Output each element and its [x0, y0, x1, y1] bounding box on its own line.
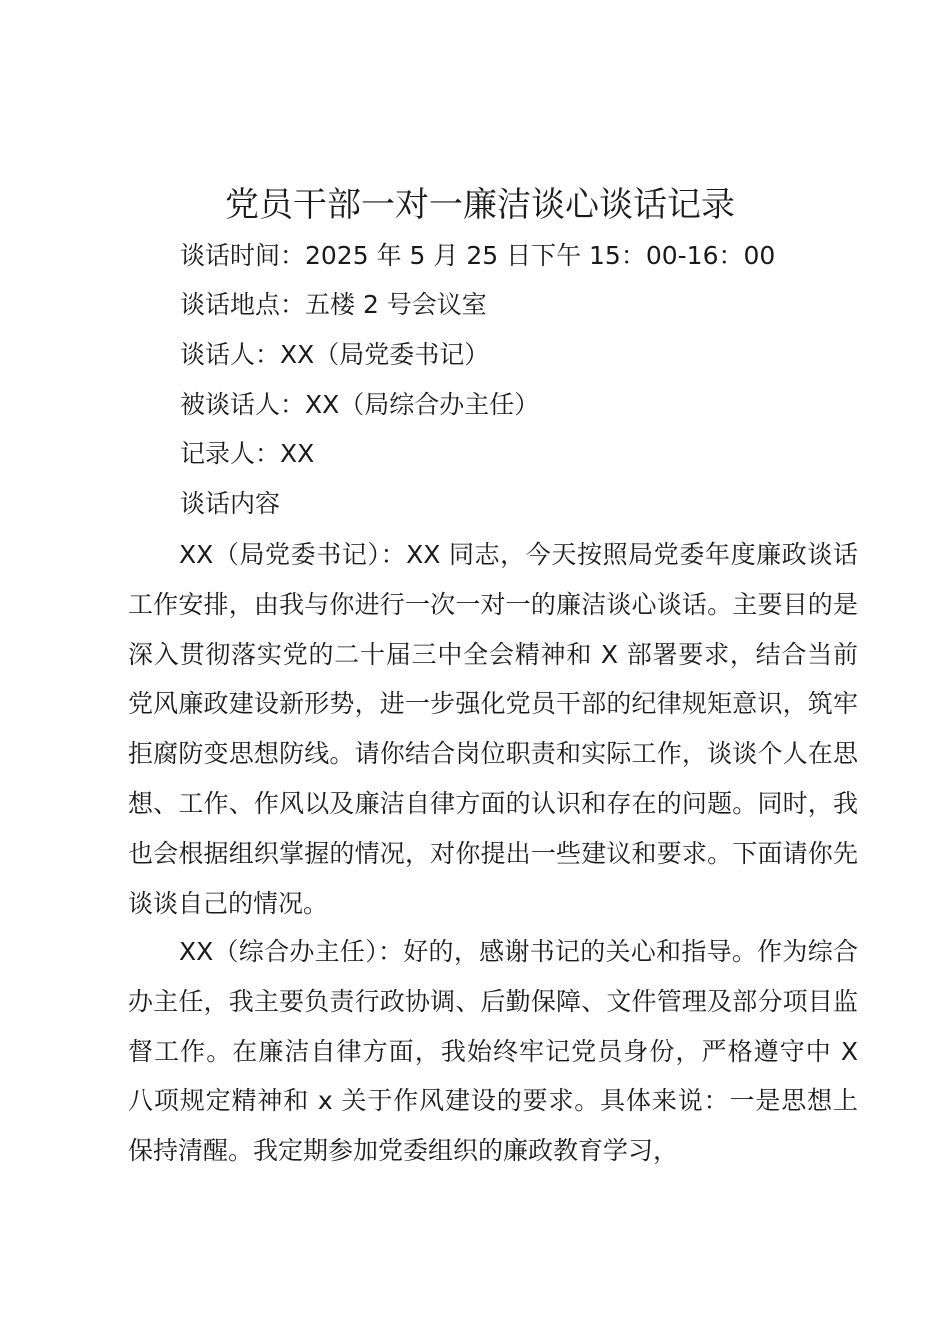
recorder: 记录人：XX: [180, 439, 315, 468]
interviewee: 被谈话人：XX（局综合办主任）: [180, 390, 540, 419]
meeting-place: 谈话地点：五楼 2 号会议室: [180, 290, 487, 319]
document-title: 党员干部一对一廉洁谈心谈话记录: [225, 185, 735, 225]
meeting-time: 谈话时间：2025 年 5 月 25 日下午 15：00-16：00: [180, 241, 776, 270]
paragraph-secretary: XX（局党委书记）：XX 同志，今天按照局党委年度廉政谈话工作安排，由我与你进行一次一对一的廉洁谈心谈话。主要目的是深入贯彻落实党的二十届三中全会精神和 X 部署要求，结合当前党风廉政建设新形势，进一步强化党员干部的纪律规矩意识，筑牢拒腐防变思想防线。请你结合岗位职责和实际工作，谈谈个人在思想、工作、作风以及廉洁自律方面的认识和存在的问题。同时，我也会根据组织掌握的情况，对你提出一些建议和要求。下面请你先谈谈自己的情况。: [128, 540, 858, 918]
paragraph-office-director: XX（综合办主任）：好的，感谢书记的关心和指导。作为综合办主任，我主要负责行政协调、后勤保障、文件管理及部分项目监督工作。在廉洁自律方面，我始终牢记党员身份，严格遵守中 X 八项规定精神和 x 关于作风建设的要求。具体来说：一是思想上保持清醒。我定期参加党委组织的廉政教育学习，: [128, 937, 858, 1166]
interviewer: 谈话人：XX（局党委书记）: [180, 340, 490, 369]
content-heading: 谈话内容: [180, 489, 281, 518]
